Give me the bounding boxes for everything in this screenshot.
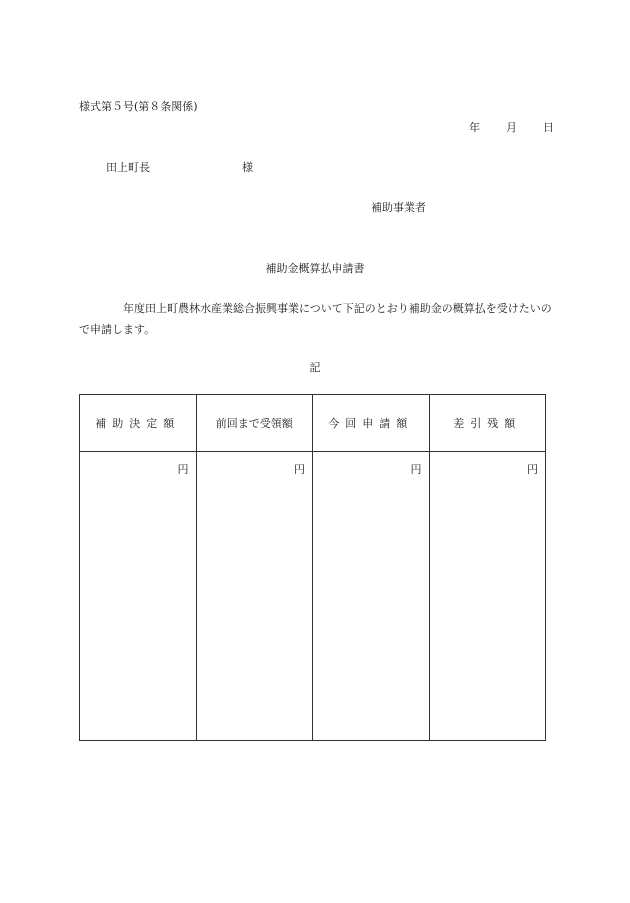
header-previously-received: 前回まで受領額: [196, 395, 313, 452]
year-label: 年: [469, 121, 480, 134]
applicant-label: 補助事業者: [371, 201, 426, 214]
amount-table: [79, 394, 546, 741]
current-request-cell: 円: [313, 452, 430, 741]
header-remaining-balance: 差引残額: [429, 395, 546, 452]
remaining-balance-cell: 円: [429, 452, 546, 741]
form-number: 様式第５号(第８条関係): [79, 100, 198, 113]
document-title: 補助金概算払申請書: [265, 262, 365, 275]
header-decided-amount: 補助決定額: [80, 395, 197, 452]
body-text: 年度田上町農林水産業総合振興事業について下記のとおり補助金の概算払を受けたいので申請します。: [79, 302, 552, 336]
ki-label: 記: [309, 361, 321, 374]
addressee-honorific: 様: [242, 161, 253, 174]
day-label: 日: [543, 121, 554, 134]
month-label: 月: [506, 121, 517, 134]
table-row: [80, 452, 546, 741]
previously-received-cell: 円: [196, 452, 313, 741]
header-current-request: 今回申請額: [313, 395, 430, 452]
addressee: [106, 159, 253, 175]
table-header-row: [80, 395, 546, 452]
date-line: [469, 119, 554, 135]
addressee-name: 田上町長: [106, 161, 150, 174]
decided-amount-cell: 円: [80, 452, 197, 741]
